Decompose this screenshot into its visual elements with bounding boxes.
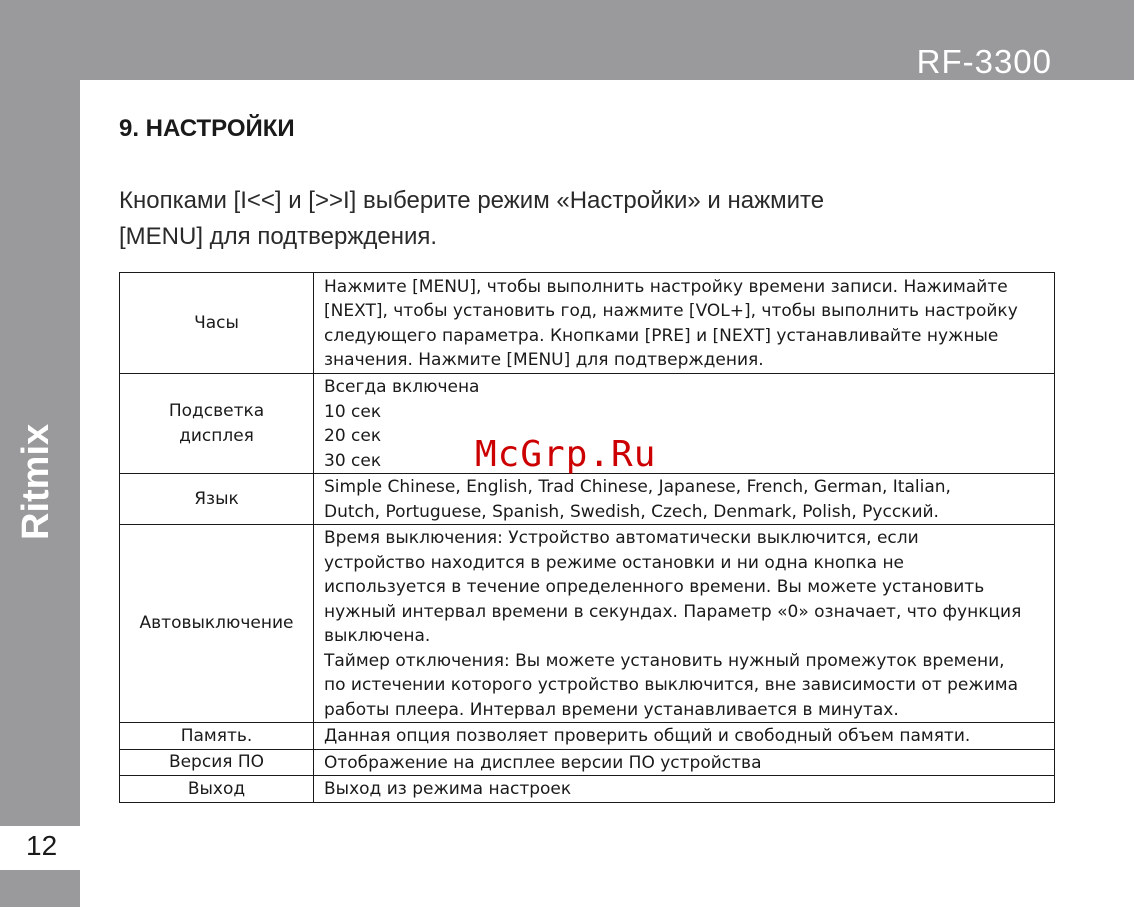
description-line: Отображение на дисплее версии ПО устройства [324, 752, 762, 773]
description-line: Dutch, Portuguese, Spanish, Swedish, Czech, Denmark, Polish, Русский. [324, 501, 939, 522]
table-row [120, 474, 1055, 525]
setting-name: Выход [120, 776, 314, 803]
setting-name-line: дисплея [179, 425, 254, 446]
setting-name: Автовыключение [120, 525, 314, 723]
description-line: устройство находится в режиме остановки и ни одна кнопка не [324, 552, 905, 573]
intro-text [119, 183, 1019, 255]
intro-line: [MENU] для подтверждения. [119, 223, 438, 250]
table-row [120, 723, 1055, 750]
setting-description [314, 723, 1055, 750]
description-line: нужный интервал времени в секундах. Параметр «0» означает, что функция [324, 601, 1022, 622]
intro-line: Кнопками [I<<] и [>>I] выберите режим «Настройки» и нажмите [119, 187, 825, 214]
brand-logo: Ritmix [15, 423, 57, 540]
watermark: McGrp.Ru [475, 434, 657, 475]
setting-name: Язык [120, 474, 314, 525]
table-row [120, 273, 1055, 374]
description-line: работы плеера. Интервал времени устанавливается в минутах. [324, 699, 899, 720]
setting-name: Версия ПО [120, 749, 314, 776]
table-row [120, 776, 1055, 803]
description-line: 30 сек [324, 450, 382, 471]
setting-name [120, 374, 314, 474]
table-row [120, 525, 1055, 723]
section-title: 9. НАСТРОЙКИ [119, 115, 295, 142]
description-line: используется в течение определенного времени. Вы можете установить [324, 577, 985, 597]
page-number: 12 [26, 830, 58, 861]
description-line: Данная опция позволяет проверить общий и свободный объем памяти. [324, 726, 971, 746]
description-line: Всегда включена [324, 377, 480, 397]
description-line: Таймер отключения: Вы можете установить нужный промежуток времени, [324, 650, 1005, 671]
description-line: [NEXT], чтобы установить год, нажмите [VOL+], чтобы выполнить настройку [324, 301, 1018, 321]
description-line: по истечении которого устройство выключится, вне зависимости от режима [324, 675, 1018, 695]
footer-bar [0, 870, 80, 907]
model-name: RF-3300 [916, 43, 1052, 80]
description-line: следующего параметра. Кнопками [PRE] и [NEXT] устанавливайте нужные [324, 325, 999, 346]
description-line: выключена. [324, 626, 431, 646]
setting-name-line: Подсветка [168, 401, 265, 421]
setting-description [314, 525, 1055, 723]
setting-description [314, 776, 1055, 803]
description-line: 20 сек [324, 426, 382, 446]
setting-name: Часы [120, 273, 314, 374]
table-row [120, 749, 1055, 776]
setting-description [314, 749, 1055, 776]
description-line: Нажмите [MENU], чтобы выполнить настройку времени записи. Нажимайте [324, 276, 1008, 297]
settings-table [119, 272, 1055, 803]
setting-name: Память. [120, 723, 314, 750]
setting-description [314, 474, 1055, 525]
description-line: Simple Chinese, English, Trad Chinese, Japanese, French, German, Italian, [324, 477, 951, 497]
description-line: Время выключения: Устройство автоматически выключится, если [324, 528, 919, 548]
description-line: 10 сек [324, 401, 382, 422]
description-line: Выход из режима настроек [324, 779, 572, 799]
description-line: значения. Нажмите [MENU] для подтверждения. [324, 350, 764, 370]
setting-description [314, 273, 1055, 374]
setting-description [314, 374, 1055, 474]
